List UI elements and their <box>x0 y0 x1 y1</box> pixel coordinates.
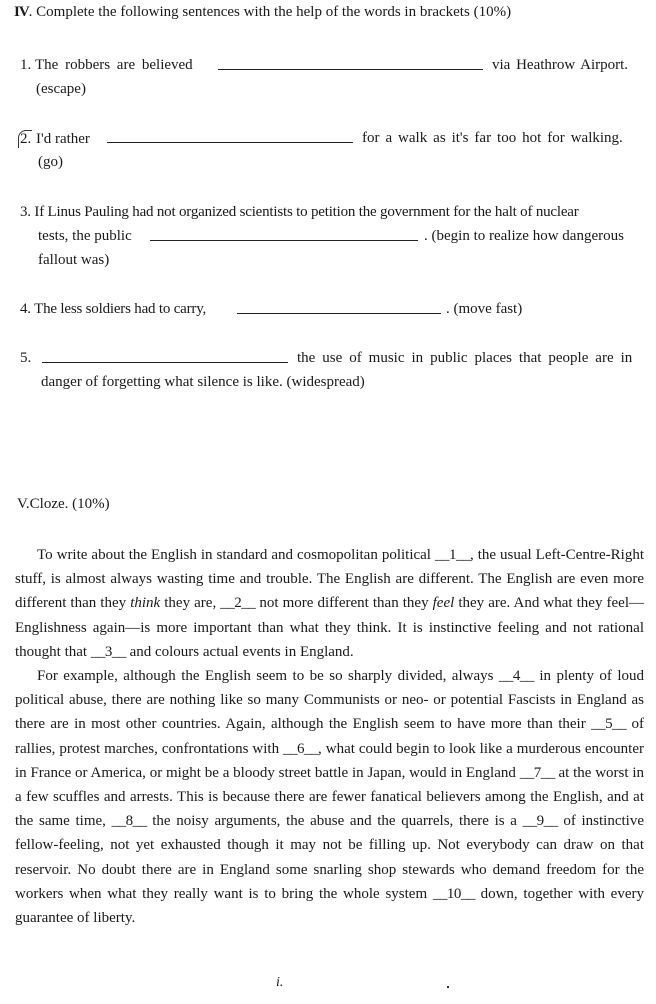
section-5-weight: (10%) <box>72 496 110 512</box>
item-number: 1. <box>20 57 32 73</box>
passage-text: down, together with every guarantee of liberty. <box>15 885 644 927</box>
item-text-before: I'd rather <box>36 131 90 147</box>
passage-text: they are. And what they feel—Englishness again—is more important than what they think. It is instinctive feeling and not rational thought that <box>15 595 645 660</box>
stray-dot-mark <box>447 986 449 988</box>
item-number: 4. <box>20 301 31 317</box>
passage-text: , the usual Left-Centre-Right stuff, is almost always wasting time and trouble. The English are different. The English are even more different than they <box>15 547 644 612</box>
cloze-gap-4[interactable]: __4__ <box>498 668 534 685</box>
cloze-gap-10[interactable]: __10__ <box>432 885 475 902</box>
passage-text: and colours actual events in England. <box>125 643 354 660</box>
passage-text: at the worst in a few scuffles and arrests. This is because there are fewer fanatical believers among the English, and at the same time, <box>15 764 644 830</box>
item-text-after: for a walk as it's far too hot for walking. <box>362 130 623 146</box>
section-5-numeral: V. <box>17 496 30 512</box>
item-hint: fallout was) <box>38 252 110 268</box>
cloze-gap-2[interactable]: __2__ <box>220 595 256 612</box>
passage-text: they are, <box>160 595 221 612</box>
cloze-gap-6[interactable]: __6__ <box>283 740 319 757</box>
cloze-paragraph-1 <box>15 543 644 664</box>
cloze-gap-3[interactable]: __3__ <box>90 643 126 660</box>
item-number: 5. <box>20 350 32 366</box>
section-4-instruction: Complete the following sentences with the help of the words in brackets <box>36 4 470 20</box>
passage-text: the noisy arguments, the abuse and the quarrels, there is a <box>146 813 523 830</box>
item-text-after: the use of music in public places that people are in <box>297 350 633 366</box>
passage-text: of instinctive fellow-feeling, not yet exhausted though it may not be filling up. Not everybody can draw on that reservoir. No doubt there are in England some snarling shop stewards who demand freedom for the workers when what they really want is to bring the whole system <box>15 813 644 902</box>
answer-blank-1[interactable] <box>218 57 483 70</box>
passage-text: not more different than they <box>255 595 433 612</box>
cloze-gap-9[interactable]: __9__ <box>522 813 558 830</box>
passage-text: in plenty of loud political abuse, there are nothing like so many Communists or neo- or potential Fascists in England as there are in most other countries. Again, although the English seem to have more than their <box>15 668 644 733</box>
item-text-after: . (move fast) <box>446 301 523 317</box>
cloze-gap-8[interactable]: __8__ <box>111 813 147 830</box>
passage-text: , what could begin to look like a murderous encounter in France or America, or might be a bloody street battle in Japan, would in England <box>15 740 644 781</box>
item-text-before: The less soldiers had to carry, <box>34 301 207 317</box>
cloze-gap-5[interactable]: __5__ <box>591 716 627 733</box>
item-text-line1: If Linus Pauling had not organized scientists to petition the government for the halt of nuclear <box>34 204 579 220</box>
passage-text: For example, although the English seem to be so sharply divided, always <box>37 668 499 685</box>
answer-blank-3[interactable] <box>150 228 418 241</box>
item-hint: (go) <box>38 154 63 170</box>
cloze-paragraph-2 <box>15 664 644 930</box>
section-5-title: Cloze. <box>29 496 69 512</box>
item-number: 2. <box>20 131 32 147</box>
section-5-header <box>17 496 110 513</box>
page-mark: i. <box>276 975 284 990</box>
cloze-gap-7[interactable]: __7__ <box>519 764 555 781</box>
section-4-weight: (10%) <box>473 4 512 20</box>
item-text-after: . (begin to realize how dangerous <box>424 228 624 244</box>
cloze-gap-1[interactable]: __1__ <box>434 547 470 563</box>
section-4-numeral: IV <box>14 4 29 20</box>
item-text-after: via Heathrow Airport. <box>492 57 629 73</box>
section-4-header: IV. Complete the following sentences with the help of the words in brackets (10%) <box>14 4 512 20</box>
item-text-before: The robbers are believed <box>35 57 193 73</box>
answer-blank-2[interactable] <box>107 130 353 143</box>
item-hint: danger of forgetting what silence is like. (widespread) <box>41 374 365 390</box>
answer-blank-5[interactable] <box>42 350 288 363</box>
item-hint: (escape) <box>36 81 86 97</box>
cloze-passage <box>15 543 644 930</box>
passage-text: of rallies, protest marches, confrontations with <box>15 716 644 757</box>
item-text-before: tests, the public <box>38 228 132 244</box>
item-number: 3. <box>20 204 31 220</box>
emphasized-word: think <box>130 595 161 612</box>
answer-blank-4[interactable] <box>237 301 441 314</box>
passage-text: To write about the English in standard and cosmopolitan political <box>37 547 435 563</box>
emphasized-word: feel <box>432 595 455 612</box>
